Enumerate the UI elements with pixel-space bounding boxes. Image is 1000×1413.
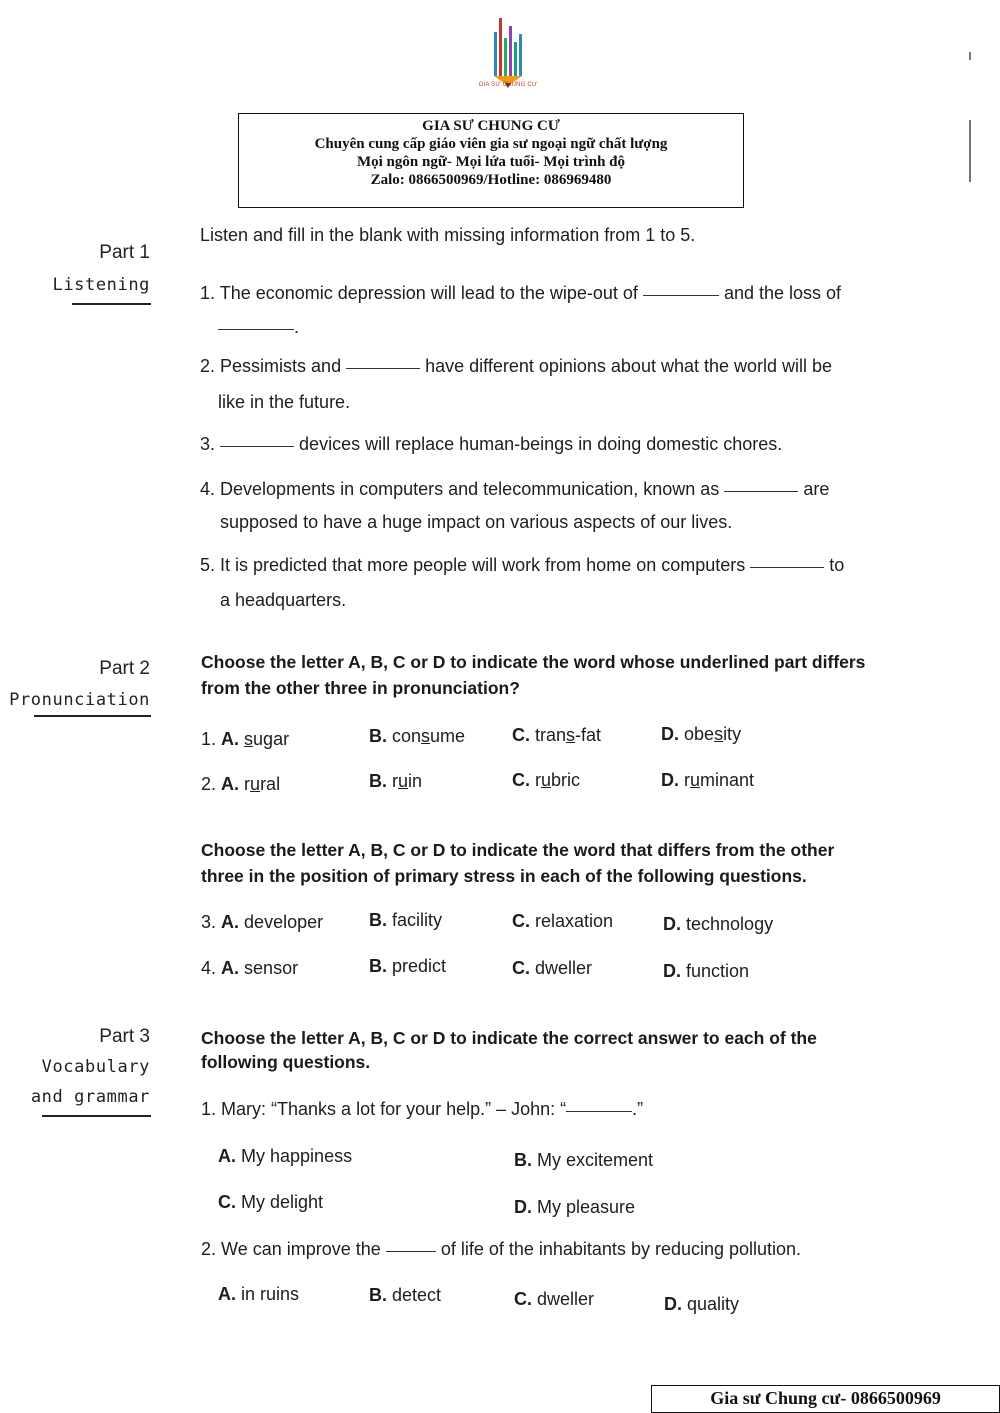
underlined-part: u [690,770,701,790]
option-letter: C. [512,725,530,745]
answer-blank[interactable] [566,1110,632,1112]
underlined-part: u [250,774,261,794]
q-text: to [829,555,845,575]
option-letter: D. [661,770,679,790]
word-part: -fat [575,725,602,745]
part2-q2-option-d[interactable] [661,770,754,791]
option-letter: C. [512,958,530,978]
option-letter: D. [664,1294,682,1314]
header-tagline: Chuyên cung cấp giáo viên gia sư ngoại ngữ chất lượng [314,136,668,152]
option-letter: C. [514,1289,532,1309]
part1-rule [72,303,151,305]
part2-rule [34,715,151,717]
option-letter: B. [369,1285,387,1305]
q-text: We can improve the [221,1239,381,1259]
q-text: It is predicted that more people will work from home on computers [220,555,746,575]
part2-q4-option-d[interactable] [663,961,749,982]
option-letter: A. [221,958,240,978]
word-part: ume [430,726,466,746]
part3-name-line2: and grammar [30,1087,150,1107]
part1-q2-cont: like in the future. [218,392,351,412]
option-text: quality [687,1294,740,1314]
part3-q2-option-b[interactable] [369,1285,441,1306]
word-part: ral [260,774,281,794]
header-title: GIA SƯ CHUNG CƯ [422,118,560,134]
word-part: ugar [253,729,290,749]
word-part: in [408,771,423,791]
option-text: predict [392,956,447,976]
option-text: My delight [241,1192,324,1212]
option-text: developer [244,912,324,932]
option-letter: B. [514,1150,532,1170]
option-letter: B. [369,771,387,791]
underlined-part: s [714,724,724,744]
option-letter: D. [663,914,681,934]
part1-q2 [200,356,832,377]
answer-blank[interactable] [220,445,294,447]
option-text: in ruins [241,1284,300,1304]
part1-q4-cont: supposed to have a huge impact on various aspects of our lives. [220,512,733,532]
answer-blank[interactable] [750,566,824,568]
option-text: My happiness [241,1146,353,1166]
q-text: . [294,317,300,337]
answer-blank[interactable] [218,328,294,330]
part1-q5 [200,555,844,576]
option-letter: A. [221,729,240,749]
q-number: 2. [201,774,217,794]
q-text: devices will replace human-beings in doing domestic chores. [299,434,783,454]
option-letter: B. [369,956,387,976]
part2-label: Part 2 [99,658,150,679]
word-part: minant [700,770,755,790]
part1-q1 [200,283,841,304]
part2-q2-option-b[interactable] [369,771,422,792]
part1-label: Part 1 [99,242,150,263]
part3-rule [42,1115,151,1117]
scan-mark [969,52,971,60]
part2-instruction1-line1: Choose the letter A, B, C or D to indicate the word whose underlined part differs [201,652,866,672]
q-text: are [803,479,830,499]
part2-name: Pronunciation [9,690,150,710]
q-number: 1. [201,1099,217,1119]
logo-caption: GIA SƯ CHUNG CƯ [478,82,538,88]
part1-name: Listening [52,275,150,295]
word-part: con [392,726,422,746]
part3-q1-option-a[interactable] [218,1146,352,1167]
part1-q1-cont [218,317,299,338]
part2-q2-option-c[interactable] [512,770,580,791]
q-text: have different opinions about what the world will be [425,356,833,376]
header-box [238,113,744,208]
option-text: sensor [244,958,299,978]
answer-blank[interactable] [386,1250,436,1252]
part1-q3 [200,434,782,455]
option-letter: A. [221,912,240,932]
option-text: My pleasure [537,1197,636,1217]
part2-q3-option-b[interactable] [369,910,442,931]
q-number: 3. [200,434,216,454]
option-letter: B. [369,726,387,746]
part2-q1-option-d[interactable] [661,724,741,745]
underlined-part: s [566,725,576,745]
part2-q4-option-c[interactable] [512,958,592,979]
option-letter: A. [218,1146,236,1166]
part3-q1-option-b[interactable] [514,1150,653,1171]
option-letter: A. [221,774,240,794]
option-letter: C. [512,911,530,931]
option-letter: B. [369,910,387,930]
q-number: 4. [201,958,217,978]
option-letter: A. [218,1284,236,1304]
scan-mark [969,120,971,182]
q-text: .” [632,1099,644,1119]
part2-q3-option-d[interactable] [663,914,773,935]
word-part: r [392,771,399,791]
q-text: and the loss of [723,283,842,303]
word-part: tran [535,725,567,745]
part2-q1-option-c[interactable] [512,725,601,746]
q-text: Developments in computers and telecommunication, known as [220,479,720,499]
part3-q1-option-c[interactable] [218,1192,323,1213]
word-part: r [684,770,691,790]
footer-contact: Gia sư Chung cư- 0866500969 [651,1385,1000,1413]
word-part: ity [723,724,742,744]
part2-instruction2-line1: Choose the letter A, B, C or D to indicate the word that differs from the other [201,840,835,860]
option-letter: C. [512,770,530,790]
option-letter: D. [514,1197,532,1217]
answer-blank[interactable] [643,294,719,296]
word-part: obe [684,724,715,744]
part2-q3-option-c[interactable] [512,911,613,932]
q-text: of life of the inhabitants by reducing pollution. [440,1239,802,1259]
part2-q1-option-b[interactable] [369,726,465,747]
part3-q2-option-d[interactable] [664,1294,739,1315]
header-audience: Mọi ngôn ngữ- Mọi lứa tuổi- Mọi trình độ [356,154,625,170]
underlined-part: u [398,771,409,791]
part3-q2 [201,1239,801,1260]
option-text: dweller [535,958,593,978]
q-number: 2. [200,356,216,376]
underlined-part: u [541,770,552,790]
part1-q4 [200,479,829,500]
part3-instruction-line2: following questions. [201,1052,371,1072]
part2-q4-option-a[interactable] [201,958,298,979]
word-part: bric [551,770,581,790]
answer-blank[interactable] [346,367,420,369]
option-text: facility [392,910,443,930]
part1-q5-cont: a headquarters. [220,590,347,610]
option-letter: D. [661,724,679,744]
option-text: dweller [537,1289,595,1309]
part3-instruction-line1: Choose the letter A, B, C or D to indicate the correct answer to each of the [201,1028,817,1048]
q-number: 1. [201,729,217,749]
part3-q1 [201,1099,643,1120]
part2-q1-option-a[interactable] [201,729,289,750]
q-text: Pessimists and [220,356,342,376]
option-letter: D. [663,961,681,981]
part3-q2-option-a[interactable] [218,1284,299,1305]
part3-label: Part 3 [99,1026,150,1047]
option-text: detect [392,1285,442,1305]
part3-name-line1: Vocabulary [41,1057,150,1077]
option-text: relaxation [535,911,614,931]
part3-q1-option-d[interactable] [514,1197,635,1218]
q-number: 3. [201,912,217,932]
word-part: r [535,770,542,790]
header-contact: Zalo: 0866500969/Hotline: 086969480 [370,172,612,188]
answer-blank[interactable] [724,490,798,492]
option-text: function [686,961,750,981]
q-text: The economic depression will lead to the wipe-out of [219,283,638,303]
option-text: My excitement [537,1150,654,1170]
q-number: 1. [200,283,216,303]
q-number: 4. [200,479,216,499]
q-number: 2. [201,1239,217,1259]
option-letter: C. [218,1192,236,1212]
underlined-part: s [244,729,254,749]
q-text: Mary: “Thanks a lot for your help.” – John: “ [221,1099,567,1119]
option-text: technology [686,914,774,934]
part3-q2-option-c[interactable] [514,1289,594,1310]
part2-instruction2-line2: three in the position of primary stress in each of the following questions. [201,866,807,886]
part2-instruction1-line2: from the other three in pronunciation? [201,678,520,698]
word-part: r [244,774,251,794]
part2-q3-option-a[interactable] [201,912,323,933]
part2-q2-option-a[interactable] [201,774,280,795]
part1-instruction: Listen and fill in the blank with missing information from 1 to 5. [200,225,696,245]
underlined-part: s [421,726,431,746]
q-number: 5. [200,555,216,575]
part2-q4-option-b[interactable] [369,956,446,977]
